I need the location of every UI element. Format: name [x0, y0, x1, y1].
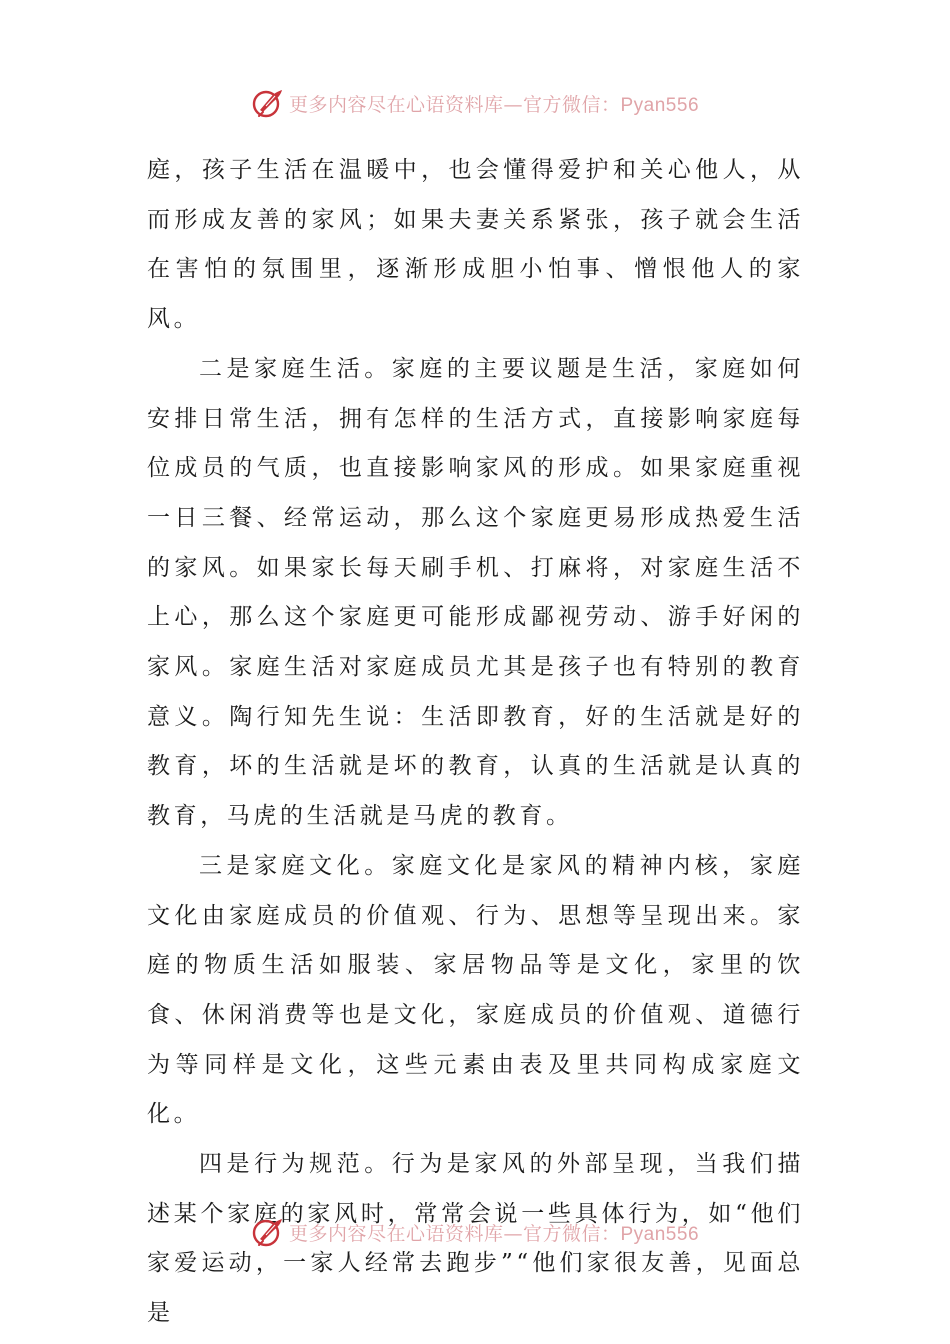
header-banner-text: 更多内容尽在心语资料库—官方微信：Pyan556	[288, 93, 700, 116]
paragraph-1: 庭，孩子生活在温暖中，也会懂得爱护和关心他人，从而形成友善的家风；如果夫妻关系紧张，孩子就会生活在害怕的氛围里，逐渐形成胆小怕事、憎恨他人的家风。	[147, 157, 804, 333]
footer-banner	[0, 1212, 950, 1252]
header-banner	[0, 83, 950, 123]
paragraph-2: 二是家庭生活。家庭的主要议题是生活，家庭如何安排日常生活，拥有怎样的生活方式，直接影响家庭每位成员的气质，也直接影响家风的形成。如果家庭重视一日三餐、经常运动，那么这个家庭更易形成热爱生活的家风。如果家长每天刷手机、打麻将，对家庭生活不上心，那么这个家庭更可能形成鄙视劳动、游手好闲的家风。家庭生活对家庭成员尤其是孩子也有特别的教育意义。陶行知先生说：生活即教育，好的生活就是好的教育，坏的生活就是坏的教育，认真的生活就是认真的教育，马虎的生活就是马虎的教育。	[147, 355, 804, 830]
footer-wechat-id: Pyan556	[620, 1223, 700, 1245]
paragraph-3: 三是家庭文化。家庭文化是家风的精神内核，家庭文化由家庭成员的价值观、行为、思想等呈现出来。家庭的物质生活如服装、家居物品等是文化，家里的饮食、休闲消费等也是文化，家庭成员的价值观、道德行为等同样是文化，这些元素由表及里共同构成家庭文化。	[147, 852, 804, 1128]
document-body	[147, 146, 804, 1339]
paragraph-4: 四是行为规范。行为是家风的外部呈现，当我们描述某个家庭的家风时，常常会说一些具体行为，如“他们家爱运动，一家人经常去跑步”“他们家很友善，见面总是	[147, 1151, 804, 1327]
quill-logo-icon	[251, 86, 285, 120]
footer-banner-text: 更多内容尽在心语资料库—官方微信：Pyan556	[288, 1222, 700, 1245]
header-wechat-id: Pyan556	[620, 94, 700, 116]
quill-logo-icon	[251, 1215, 285, 1249]
